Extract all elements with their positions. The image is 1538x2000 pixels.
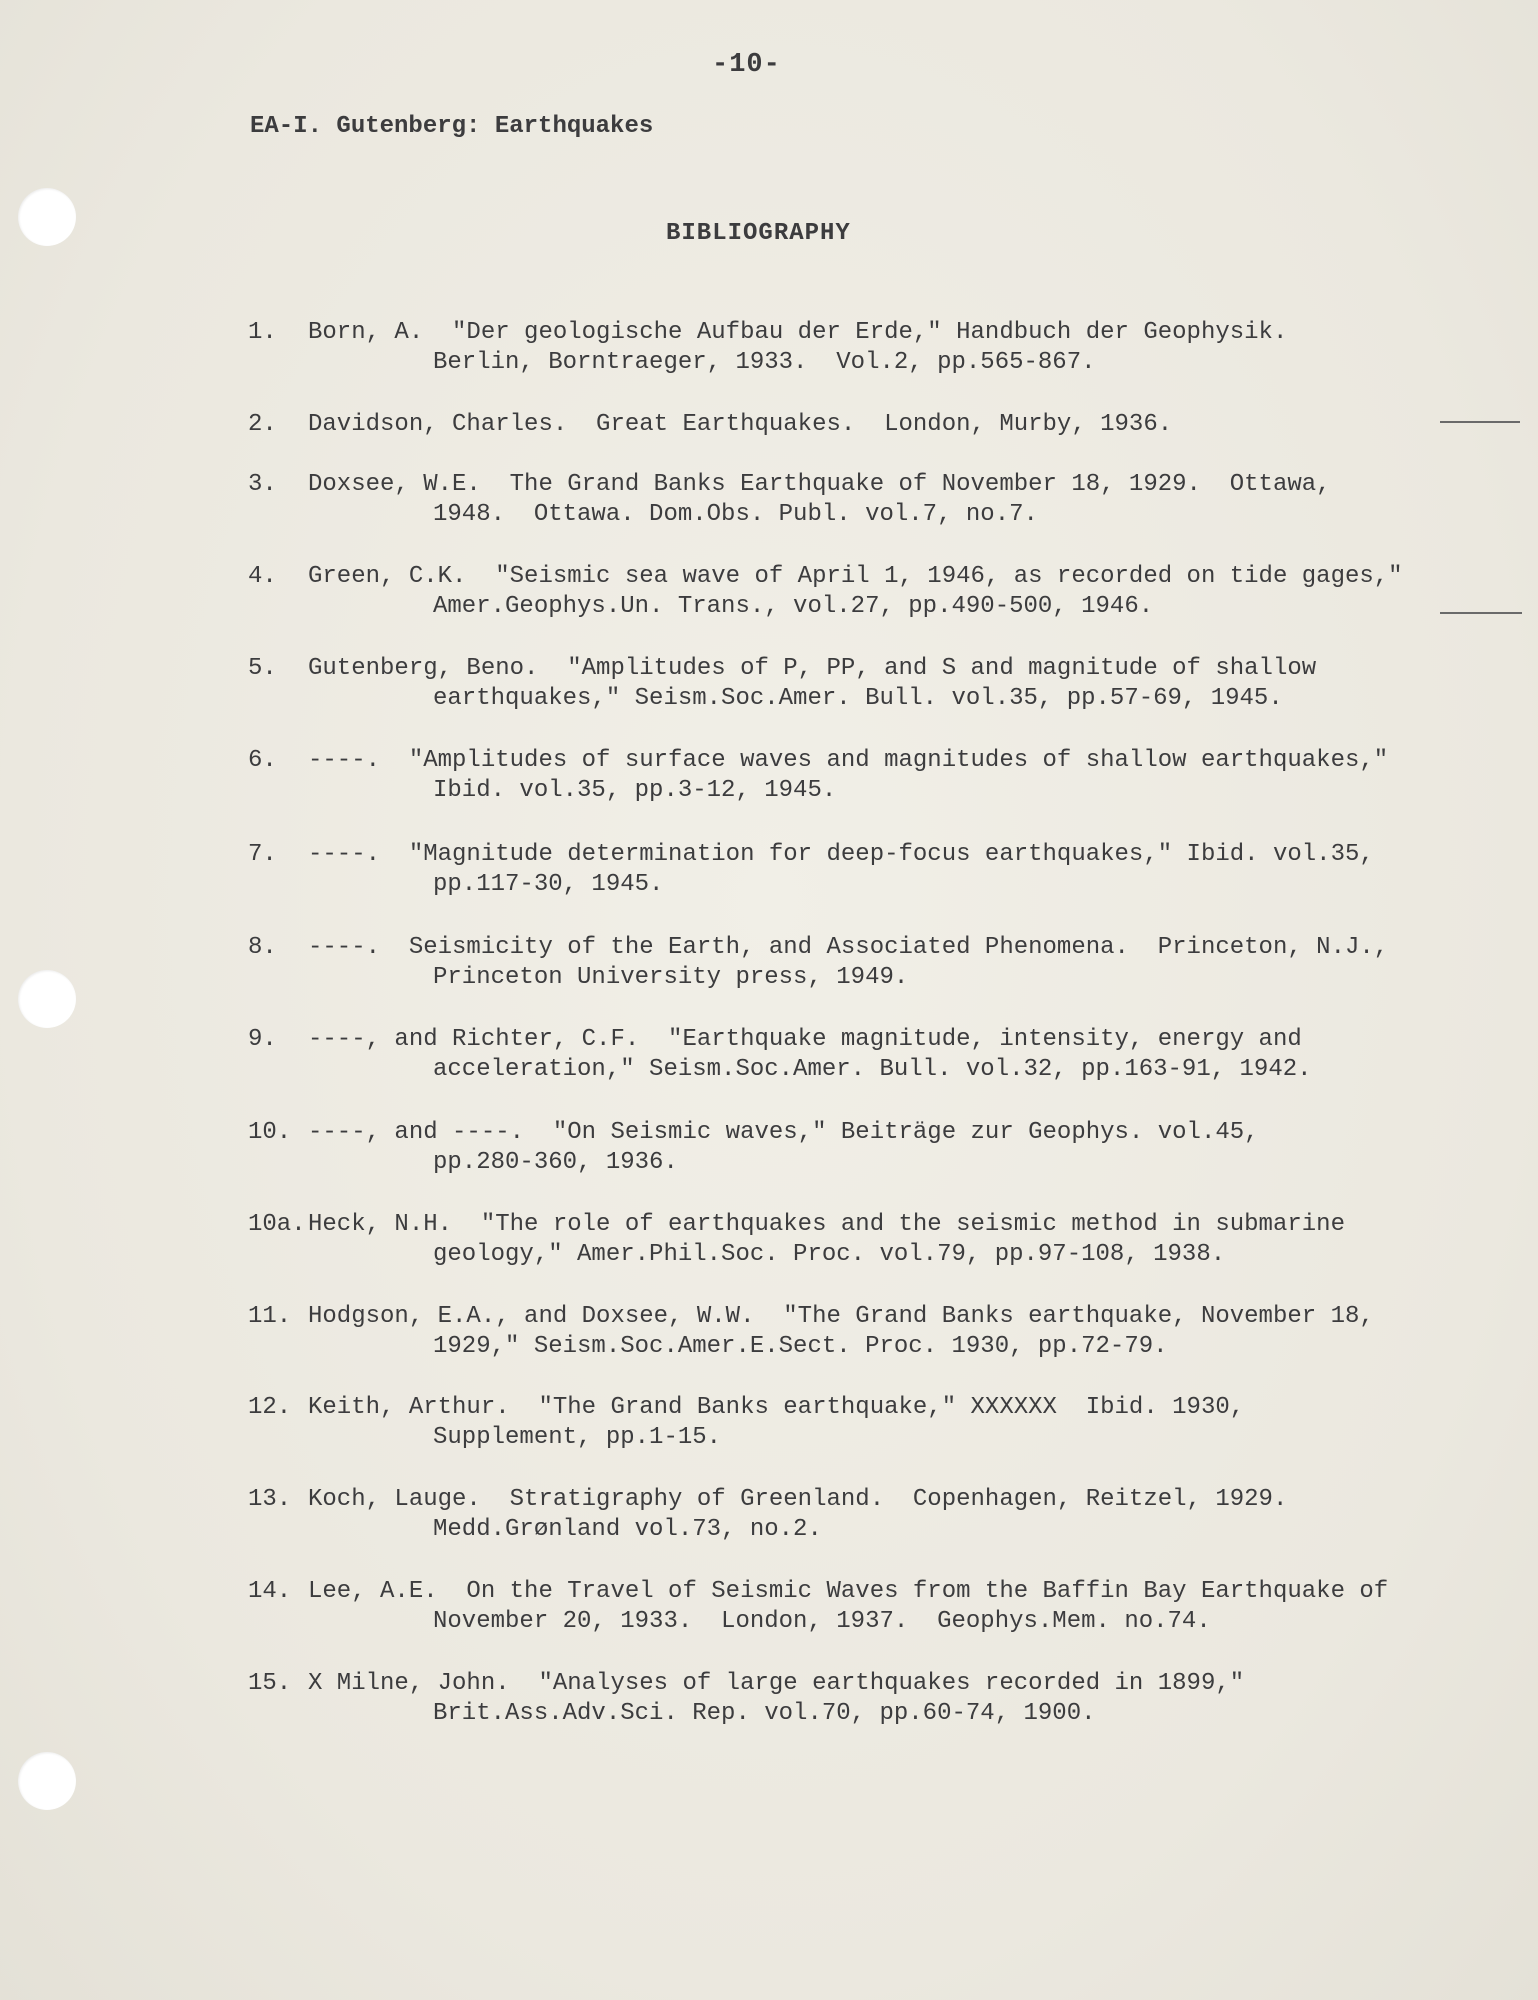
entry-line-2: Brit.Ass.Adv.Sci. Rep. vol.70, pp.60-74, 1900. — [433, 1700, 1096, 1727]
entry-line-1 — [248, 563, 1403, 590]
entry-text: Keith, Arthur. "The Grand Banks earthquake," XXXXXX Ibid. 1930, — [308, 1394, 1245, 1421]
entry-line-1 — [248, 1394, 1244, 1421]
punch-hole-bottom — [18, 1752, 76, 1810]
bibliography-entry — [248, 746, 1478, 806]
entry-line-2: November 20, 1933. London, 1937. Geophys.Mem. no.74. — [433, 1608, 1211, 1635]
bibliography-entry — [248, 1118, 1478, 1178]
entry-number: 7. — [248, 841, 277, 868]
entry-text: ----. "Amplitudes of surface waves and magnitudes of shallow earthquakes," — [308, 747, 1389, 774]
bibliography-entry — [248, 470, 1478, 530]
entry-line-1 — [248, 1119, 1259, 1146]
entry-line-1 — [248, 1211, 1345, 1238]
entry-number: 1. — [248, 319, 277, 346]
entry-line-1 — [248, 319, 1287, 346]
entry-line-1 — [248, 1026, 1302, 1053]
entry-line-1 — [248, 841, 1374, 868]
bibliography-entry — [248, 654, 1478, 714]
bibliography-entry — [248, 1485, 1478, 1545]
entry-text: Born, A. "Der geologische Aufbau der Erde," Handbuch der Geophysik. — [308, 319, 1288, 346]
punch-hole-middle — [18, 970, 76, 1028]
entry-text: Davidson, Charles. Great Earthquakes. London, Murby, 1936. — [308, 411, 1173, 438]
entry-number: 4. — [248, 563, 277, 590]
entry-line-2: 1929," Seism.Soc.Amer.E.Sect. Proc. 1930, pp.72-79. — [433, 1333, 1168, 1360]
entry-number: 8. — [248, 934, 277, 961]
entry-text: ----. "Magnitude determination for deep-focus earthquakes," Ibid. vol.35, — [308, 841, 1374, 868]
entry-number: 15. — [248, 1670, 292, 1697]
entry-text: Gutenberg, Beno. "Amplitudes of P, PP, and S and magnitude of shallow — [308, 655, 1317, 682]
entry-number: 6. — [248, 747, 277, 774]
entry-line-1 — [248, 471, 1331, 498]
entry-text: Hodgson, E.A., and Doxsee, W.W. "The Grand Banks earthquake, November 18, — [308, 1303, 1374, 1330]
entry-text: Koch, Lauge. Stratigraphy of Greenland. Copenhagen, Reitzel, 1929. — [308, 1486, 1288, 1513]
entry-text: ----. Seismicity of the Earth, and Associated Phenomena. Princeton, N.J., — [308, 934, 1389, 961]
entry-line-1 — [248, 655, 1316, 682]
entry-line-1 — [248, 1578, 1388, 1605]
entry-line-2: Berlin, Borntraeger, 1933. Vol.2, pp.565-867. — [433, 349, 1096, 376]
entry-line-2: Supplement, pp.1-15. — [433, 1424, 722, 1451]
bibliography-entry — [248, 1669, 1478, 1729]
entry-line-2: 1948. Ottawa. Dom.Obs. Publ. vol.7, no.7. — [433, 501, 1038, 528]
entry-number: 3. — [248, 471, 277, 498]
punch-hole-top — [18, 188, 76, 246]
entry-line-1 — [248, 934, 1388, 961]
entry-text: ----, and Richter, C.F. "Earthquake magnitude, intensity, energy and — [308, 1026, 1302, 1053]
bibliography-entry — [248, 1302, 1478, 1362]
entry-line-2: geology," Amer.Phil.Soc. Proc. vol.79, pp.97-108, 1938. — [433, 1241, 1226, 1268]
entry-line-1 — [248, 1486, 1287, 1513]
bibliography-title: BIBLIOGRAPHY — [666, 220, 851, 247]
bibliography-entry — [248, 1393, 1478, 1453]
page-number: -10- — [712, 50, 781, 80]
entry-number: 10. — [248, 1119, 292, 1146]
entry-number: 2. — [248, 411, 277, 438]
entry-number: 10a. — [248, 1211, 306, 1238]
entry-line-2: Princeton University press, 1949. — [433, 964, 909, 991]
bibliography-entry — [248, 933, 1478, 993]
document-header: EA-I. Gutenberg: Earthquakes — [250, 113, 654, 140]
entry-number: 13. — [248, 1486, 292, 1513]
bibliography-entry — [248, 1210, 1478, 1270]
entry-number: 9. — [248, 1026, 277, 1053]
entry-line-2: pp.117-30, 1945. — [433, 871, 664, 898]
bibliography-entry — [248, 410, 1478, 440]
entry-line-2: earthquakes," Seism.Soc.Amer. Bull. vol.35, pp.57-69, 1945. — [433, 685, 1283, 712]
entry-line-2: pp.280-360, 1936. — [433, 1149, 678, 1176]
entry-text: Doxsee, W.E. The Grand Banks Earthquake of November 18, 1929. Ottawa, — [308, 471, 1331, 498]
entry-line-2: Amer.Geophys.Un. Trans., vol.27, pp.490-500, 1946. — [433, 593, 1154, 620]
entry-line-1 — [248, 1670, 1244, 1697]
entry-number: 11. — [248, 1303, 292, 1330]
bibliography-entry — [248, 1025, 1478, 1085]
entry-line-2: Ibid. vol.35, pp.3-12, 1945. — [433, 777, 837, 804]
entry-text: Green, C.K. "Seismic sea wave of April 1, 1946, as recorded on tide gages," — [308, 563, 1403, 590]
entry-number: 14. — [248, 1578, 292, 1605]
entry-line-1 — [248, 1303, 1374, 1330]
bibliography-entry — [248, 562, 1478, 622]
entry-text: Heck, N.H. "The role of earthquakes and the seismic method in submarine — [308, 1211, 1345, 1238]
entry-number: 5. — [248, 655, 277, 682]
entry-text: Lee, A.E. On the Travel of Seismic Waves from the Baffin Bay Earthquake of — [308, 1578, 1389, 1605]
bibliography-entry — [248, 840, 1478, 900]
entry-line-2: Medd.Grønland vol.73, no.2. — [433, 1516, 822, 1543]
entry-text: X Milne, John. "Analyses of large earthquakes recorded in 1899," — [308, 1670, 1245, 1697]
entry-line-1 — [248, 411, 1172, 438]
entry-line-1 — [248, 747, 1388, 774]
bibliography-entry — [248, 1577, 1478, 1637]
entry-text: ----, and ----. "On Seismic waves," Beiträge zur Geophys. vol.45, — [308, 1119, 1259, 1146]
entry-number: 12. — [248, 1394, 292, 1421]
bibliography-entry — [248, 318, 1478, 378]
entry-line-2: acceleration," Seism.Soc.Amer. Bull. vol.32, pp.163-91, 1942. — [433, 1056, 1312, 1083]
